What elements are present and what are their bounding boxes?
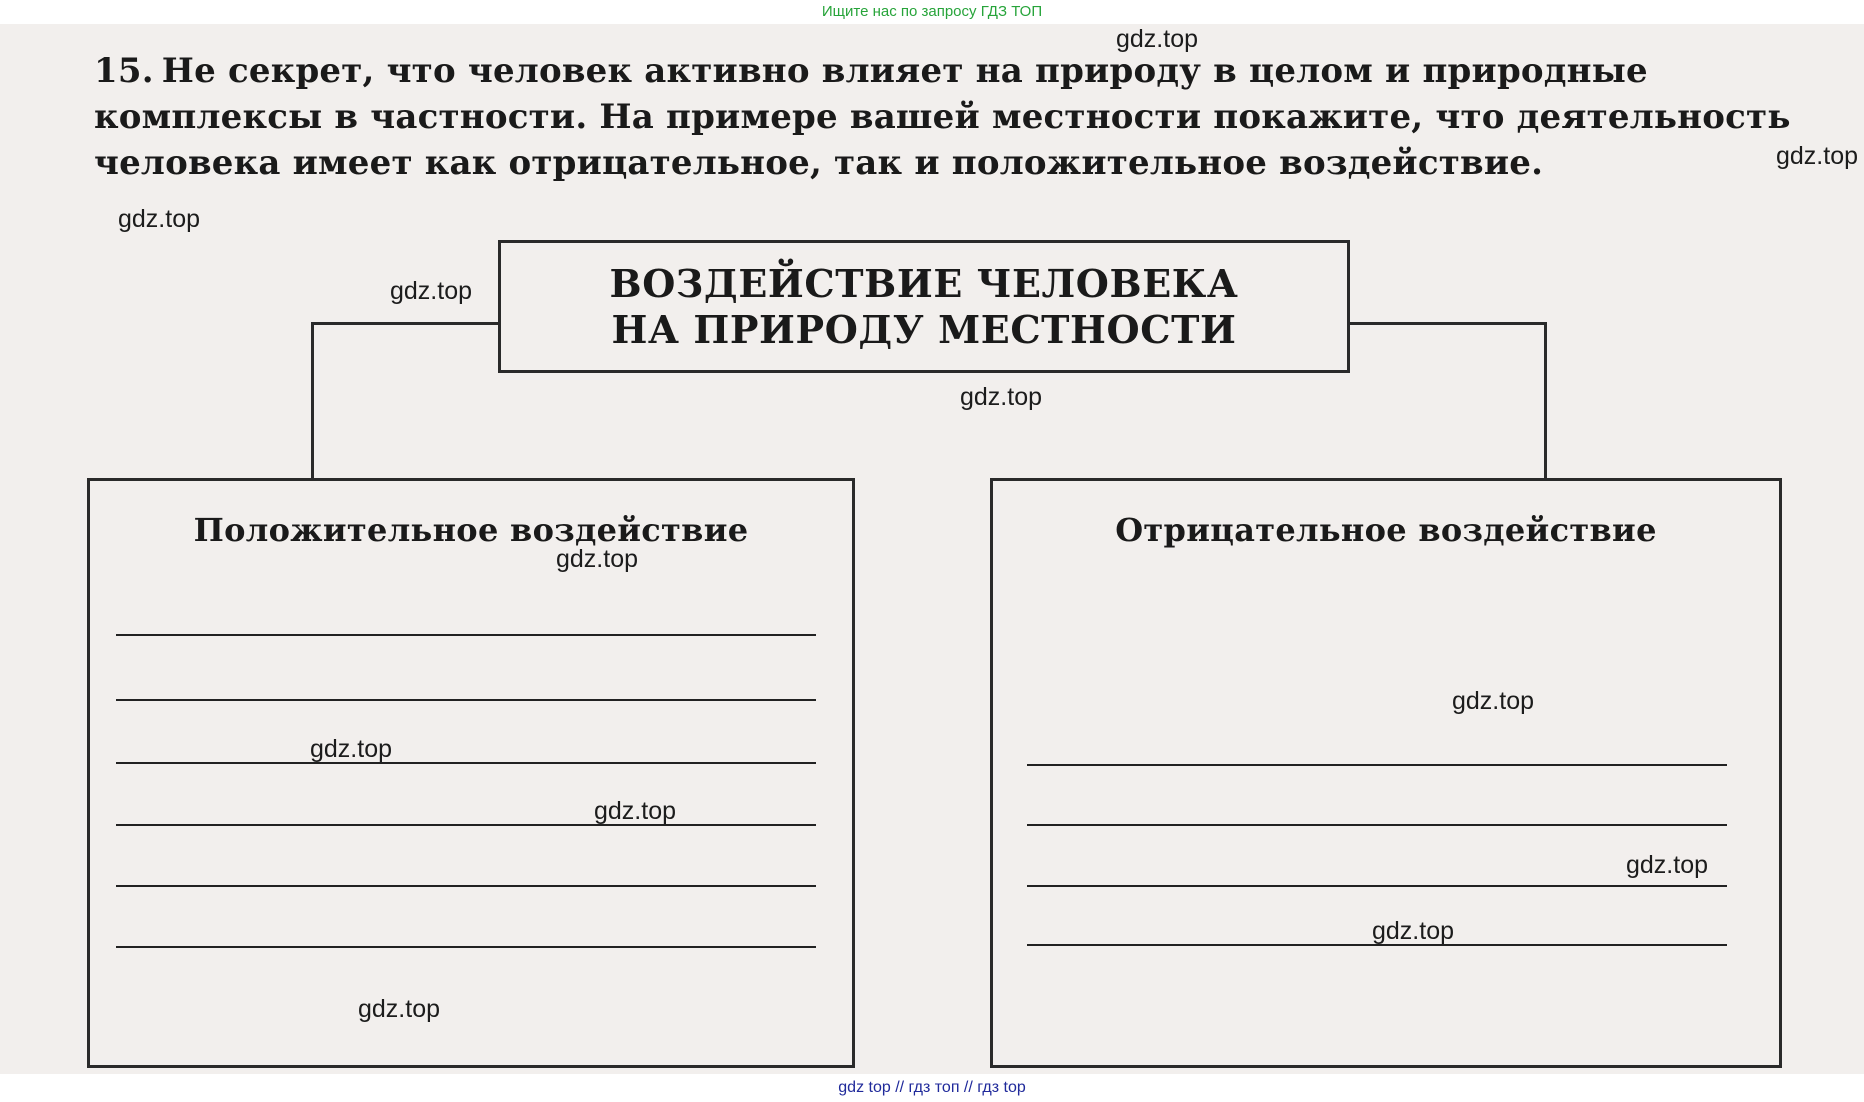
watermark: gdz.top [1452,687,1535,715]
positive-answer-line-3[interactable] [116,762,816,764]
question-number: 15. [94,51,154,91]
connector-right-horizontal [1347,322,1547,325]
positive-answer-line-6[interactable] [116,946,816,948]
connector-left-horizontal [311,322,501,325]
negative-answer-line-3[interactable] [1027,885,1727,887]
watermark: gdz.top [1372,917,1455,945]
connector-left-vertical [311,322,314,481]
question-text [94,48,1814,186]
question-body: Не секрет, что человек активно влияет на природу в целом и природные комплексы в частности. На примере вашей местности покажите, что деятельность человека имеет как отрицательное, так и положительное воздействие. [94,51,1791,183]
watermark: gdz.top [310,735,393,763]
positive-impact-title: Положительное воздействие [193,511,749,549]
positive-impact-box [87,478,855,1068]
watermark: gdz.top [960,383,1043,411]
positive-answer-line-5[interactable] [116,885,816,887]
negative-impact-title: Отрицательное воздействие [1115,511,1657,549]
connector-right-vertical [1544,322,1547,481]
watermark: gdz.top [1626,851,1709,879]
watermark: gdz.top [118,205,201,233]
central-concept-box [498,240,1350,373]
watermark: gdz.top [1116,25,1199,53]
positive-answer-line-1[interactable] [116,634,816,636]
negative-answer-line-1[interactable] [1027,764,1727,766]
positive-answer-line-4[interactable] [116,824,816,826]
negative-impact-box [990,478,1782,1068]
central-title-line-1: ВОЗДЕЙСТВИЕ ЧЕЛОВЕКА [609,260,1239,306]
watermark: gdz.top [390,277,473,305]
negative-answer-line-2[interactable] [1027,824,1727,826]
watermark: gdz.top [358,995,441,1023]
bottom-banner[interactable]: gdz top // гдз топ // гдз top [0,1074,1864,1102]
positive-answer-line-2[interactable] [116,699,816,701]
watermark: gdz.top [556,545,639,573]
watermark: gdz.top [594,797,677,825]
watermark: gdz.top [1776,142,1859,170]
textbook-page [0,24,1864,1074]
central-title-line-2: НА ПРИРОДУ МЕСТНОСТИ [611,306,1237,352]
top-banner[interactable]: Ищите нас по запросу ГДЗ ТОП [0,0,1864,24]
